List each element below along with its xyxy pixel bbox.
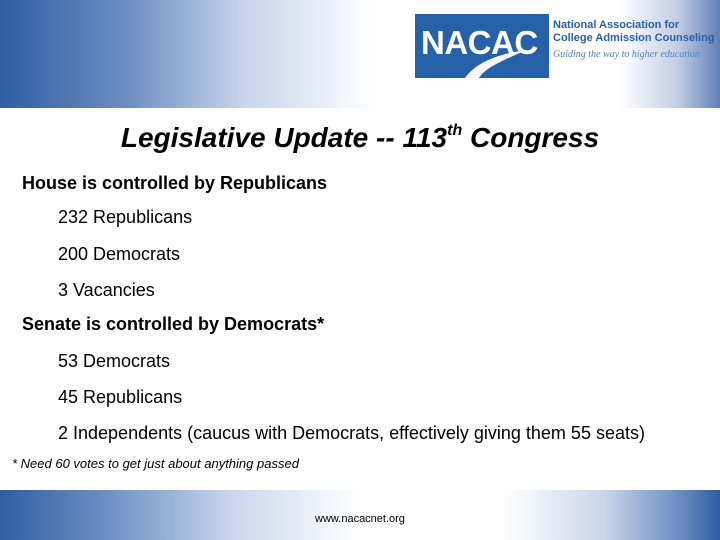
house-item-democrats: 200 Democrats [58, 244, 181, 264]
title-end: Congress [462, 122, 600, 153]
senate-heading: Senate is controlled by Democrats* [22, 314, 325, 334]
senate-item-independents: 2 Independents (caucus with Democrats, effectively giving them 55 seats) [58, 423, 645, 443]
nacac-logo [415, 14, 549, 78]
house-item-republicans: 232 Republicans [58, 207, 193, 227]
senate-item-republicans: 45 Republicans [58, 387, 183, 407]
house-heading: House is controlled by Republicans [22, 173, 328, 193]
footer-url: www.nacacnet.org [315, 513, 405, 525]
slide-title [0, 118, 720, 158]
org-name [553, 19, 718, 45]
house-item-vacancies: 3 Vacancies [58, 280, 155, 300]
org-tagline: Guiding the way to higher education [553, 49, 700, 60]
title-main: Legislative Update -- 113 [120, 122, 448, 153]
logo-swoosh-icon [415, 14, 549, 78]
senate-item-democrats: 53 Democrats [58, 351, 171, 371]
logo-text: NACAC [421, 24, 538, 61]
org-name-line2: College Admission Counseling [553, 32, 715, 44]
footnote: * Need 60 votes to get just about anything passed [12, 456, 299, 471]
title-superscript: th [447, 121, 463, 139]
org-name-line1: National Association for [553, 19, 680, 31]
